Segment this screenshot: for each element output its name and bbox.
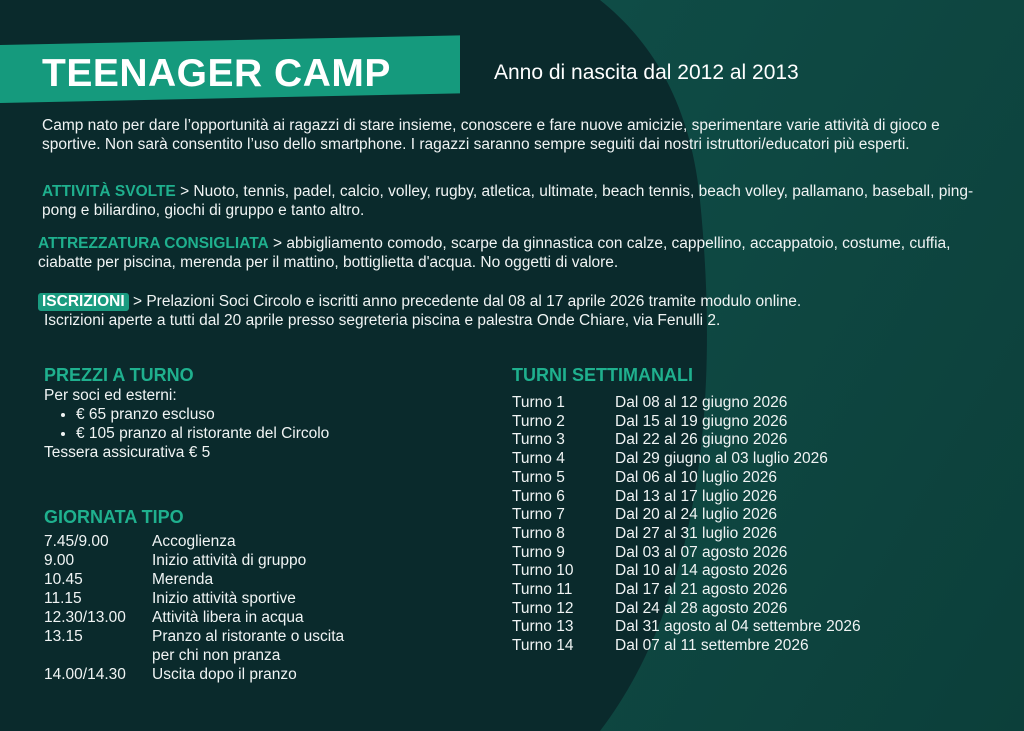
turno-label: Turno 8 xyxy=(512,524,565,542)
price-list xyxy=(44,405,464,443)
page-subtitle: Anno di nascita dal 2012 al 2013 xyxy=(494,61,799,84)
attrezzatura-label: ATTREZZATURA CONSIGLIATA xyxy=(38,235,269,252)
turno-dates: Dal 20 al 24 luglio 2026 xyxy=(615,506,778,524)
turni-table xyxy=(512,394,952,656)
prezzi-footer: Tessera assicurativa € 5 xyxy=(44,444,211,461)
turno-dates: Dal 08 al 12 giugno 2026 xyxy=(615,394,788,411)
intro-text: Camp nato per dare l’opportunità ai ragazzi di stare insieme, conoscere e fare nuove amicizie, sperimentare varie attività di gioco e sportive. Non sarà consentito l’uso dello smartphone. I ragazzi saranno sempre seguiti dai nostri istruttori/educatori più esperti. xyxy=(42,117,940,153)
turni-title: TURNI SETTIMANALI xyxy=(512,365,693,385)
schedule-time: 7.45/9.00 xyxy=(44,533,109,550)
giornata-table xyxy=(44,532,464,684)
schedule-time xyxy=(44,646,152,665)
prezzi-intro: Per soci ed esterni: xyxy=(44,387,177,404)
schedule-time: 10.45 xyxy=(44,571,83,588)
page-title: TEENAGER CAMP xyxy=(42,52,391,95)
attrezzatura-text: > abbigliamento comodo, scarpe da ginnastica con calze, cappellino, accappatoio, costume, cuffia, ciabatte per piscina, merenda per il mattino, bottiglietta d'acqua. No oggetti di valore. xyxy=(38,235,951,271)
turno-label: Turno 14 xyxy=(512,637,574,655)
turno-row xyxy=(512,618,952,637)
iscrizioni-line1: > Prelazioni Soci Circolo e iscritti anno precedente dal 08 al 17 aprile 2026 tramite modulo online. xyxy=(128,293,802,310)
schedule-time: 11.15 xyxy=(44,590,82,607)
price-item: • € 65 pranzo escluso xyxy=(76,405,464,424)
turno-label: Turno 9 xyxy=(512,543,565,561)
iscrizioni-section xyxy=(38,292,988,330)
schedule-time: 12.30/13.00 xyxy=(44,609,126,626)
turno-row xyxy=(512,562,952,581)
schedule-activity: Merenda xyxy=(152,571,214,588)
turno-label: Turno 3 xyxy=(512,431,565,449)
schedule-activity: Pranzo al ristorante o uscita xyxy=(152,628,345,645)
turno-dates: Dal 15 al 19 giugno 2026 xyxy=(615,412,788,430)
turno-row xyxy=(512,394,952,413)
schedule-activity: Attività libera in acqua xyxy=(152,609,304,626)
turno-row xyxy=(512,506,952,525)
attivita-section xyxy=(42,182,982,220)
turno-dates: Dal 27 al 31 luglio 2026 xyxy=(615,524,778,542)
turno-label: Turno 4 xyxy=(512,450,565,468)
turno-dates: Dal 13 al 17 luglio 2026 xyxy=(615,487,778,505)
schedule-row xyxy=(44,589,464,608)
turno-row xyxy=(512,431,952,450)
turno-row xyxy=(512,600,952,619)
schedule-row xyxy=(44,646,464,665)
schedule-activity: per chi non pranza xyxy=(152,647,281,664)
turno-label: Turno 12 xyxy=(512,599,574,617)
prezzi-title: PREZZI A TURNO xyxy=(44,365,194,385)
schedule-row xyxy=(44,627,464,646)
schedule-activity: Inizio attività sportive xyxy=(152,590,296,607)
schedule-activity: Accoglienza xyxy=(152,533,236,550)
turno-dates: Dal 06 al 10 luglio 2026 xyxy=(615,468,778,486)
price-item: • € 105 pranzo al ristorante del Circolo xyxy=(76,424,464,443)
turno-row xyxy=(512,525,952,544)
attivita-label: ATTIVITÀ SVOLTE xyxy=(42,183,176,200)
schedule-row xyxy=(44,570,464,589)
turno-label: Turno 5 xyxy=(512,468,565,486)
turno-label: Turno 10 xyxy=(512,562,574,580)
attivita-text: > Nuoto, tennis, padel, calcio, volley, rugby, atletica, ultimate, beach tennis, beach volley, pallamano, baseball, ping-pong e biliardino, giochi di gruppo e tanto altro. xyxy=(42,183,974,219)
schedule-row xyxy=(44,551,464,570)
schedule-activity: Uscita dopo il pranzo xyxy=(152,666,297,683)
turno-label: Turno 2 xyxy=(512,412,565,430)
turno-label: Turno 13 xyxy=(512,618,574,636)
giornata-title: GIORNATA TIPO xyxy=(44,507,184,527)
turno-dates: Dal 03 al 07 agosto 2026 xyxy=(615,543,788,561)
prezzi-section xyxy=(44,386,464,462)
turno-row xyxy=(512,469,952,488)
turno-dates: Dal 10 al 14 agosto 2026 xyxy=(615,562,788,580)
turno-row xyxy=(512,450,952,469)
schedule-time: 13.15 xyxy=(44,628,83,645)
turno-row xyxy=(512,544,952,563)
turno-dates: Dal 24 al 28 agosto 2026 xyxy=(615,599,788,617)
turno-label: Turno 7 xyxy=(512,506,565,524)
iscrizioni-badge: ISCRIZIONI xyxy=(38,293,129,311)
turno-row xyxy=(512,637,952,656)
turno-dates: Dal 29 giugno al 03 luglio 2026 xyxy=(615,450,828,468)
turno-label: Turno 11 xyxy=(512,581,573,599)
turno-dates: Dal 31 agosto al 04 settembre 2026 xyxy=(615,618,861,636)
schedule-time: 14.00/14.30 xyxy=(44,666,126,683)
attrezzatura-section xyxy=(38,234,988,272)
iscrizioni-line2: Iscrizioni aperte a tutti dal 20 aprile presso segreteria piscina e palestra Onde Chiare, via Fenulli 2. xyxy=(44,312,721,329)
turno-dates: Dal 17 al 21 agosto 2026 xyxy=(615,581,788,599)
schedule-activity: Inizio attività di gruppo xyxy=(152,552,307,569)
schedule-time: 9.00 xyxy=(44,552,75,569)
turno-dates: Dal 22 al 26 giugno 2026 xyxy=(615,431,788,449)
turno-row xyxy=(512,581,952,600)
turno-row xyxy=(512,488,952,507)
schedule-row xyxy=(44,532,464,551)
turno-row xyxy=(512,413,952,432)
turno-dates: Dal 07 al 11 settembre 2026 xyxy=(615,637,809,655)
schedule-row xyxy=(44,608,464,627)
turno-label: Turno 1 xyxy=(512,394,565,411)
turno-label: Turno 6 xyxy=(512,487,565,505)
schedule-row xyxy=(44,665,464,684)
